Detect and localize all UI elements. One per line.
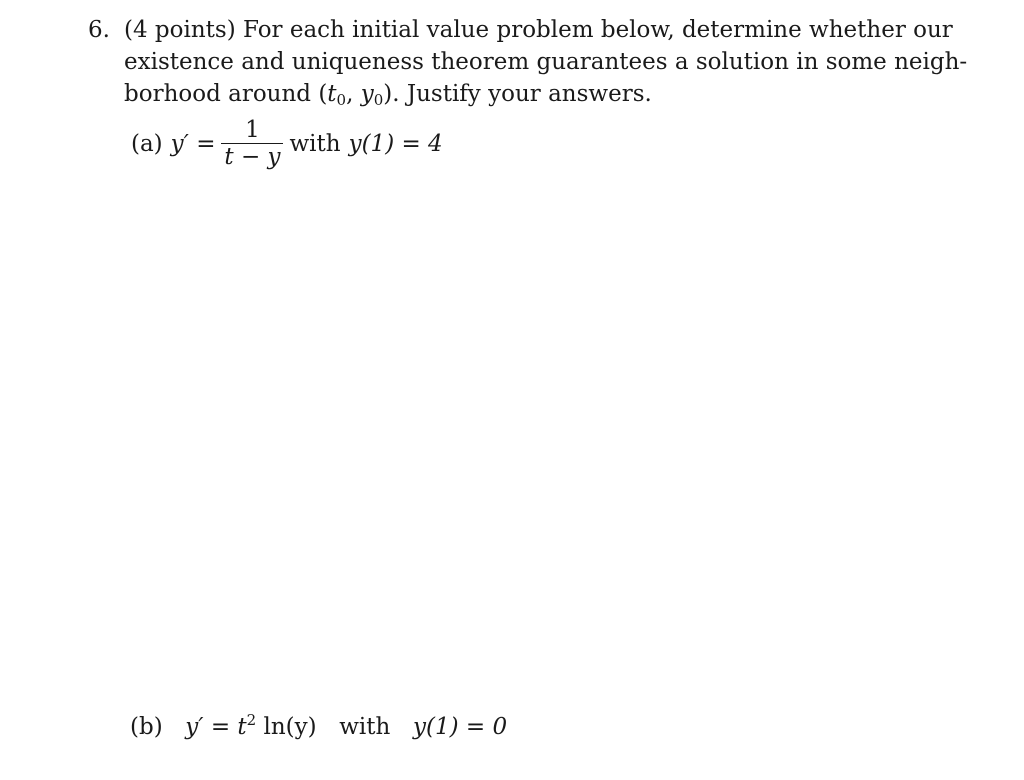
- part-b-lhs: y′ = t: [185, 714, 247, 740]
- t-symbol: t: [327, 81, 337, 107]
- part-b-condition: y(1) = 0: [412, 714, 508, 740]
- y-symbol: y: [360, 81, 374, 107]
- problem-intro: (4 points) For each initial value problem below, determine whether our: [124, 17, 953, 43]
- part-b-label: (b): [130, 714, 163, 740]
- part-b-rhs: ln(y): [256, 714, 317, 740]
- comma: ,: [346, 81, 361, 107]
- problem-6: [88, 14, 968, 110]
- problem-line-3: [88, 78, 948, 110]
- fraction-denominator: t − y: [224, 144, 281, 170]
- t-subscript: 0: [336, 91, 347, 109]
- part-a-label: (a): [131, 130, 163, 157]
- problem-line-2: existence and uniqueness theorem guarantees a solution in some neigh-: [124, 49, 968, 75]
- problem-line-1: [88, 14, 953, 46]
- part-a-condition: y(1) = 4: [348, 130, 443, 157]
- part-a-lhs: y′ =: [170, 130, 216, 157]
- part-a: [131, 117, 443, 170]
- problem-number: 6.: [88, 17, 110, 43]
- part-a-fraction: [221, 117, 283, 170]
- line3-prefix: borhood around (: [124, 81, 328, 107]
- fraction-numerator: 1: [245, 117, 260, 143]
- part-b-with: with: [339, 714, 391, 740]
- part-b: [130, 711, 508, 740]
- part-a-with: with: [289, 130, 341, 157]
- y-subscript: 0: [373, 91, 384, 109]
- part-b-exponent: 2: [246, 711, 257, 729]
- line3-suffix: ). Justify your answers.: [383, 81, 652, 107]
